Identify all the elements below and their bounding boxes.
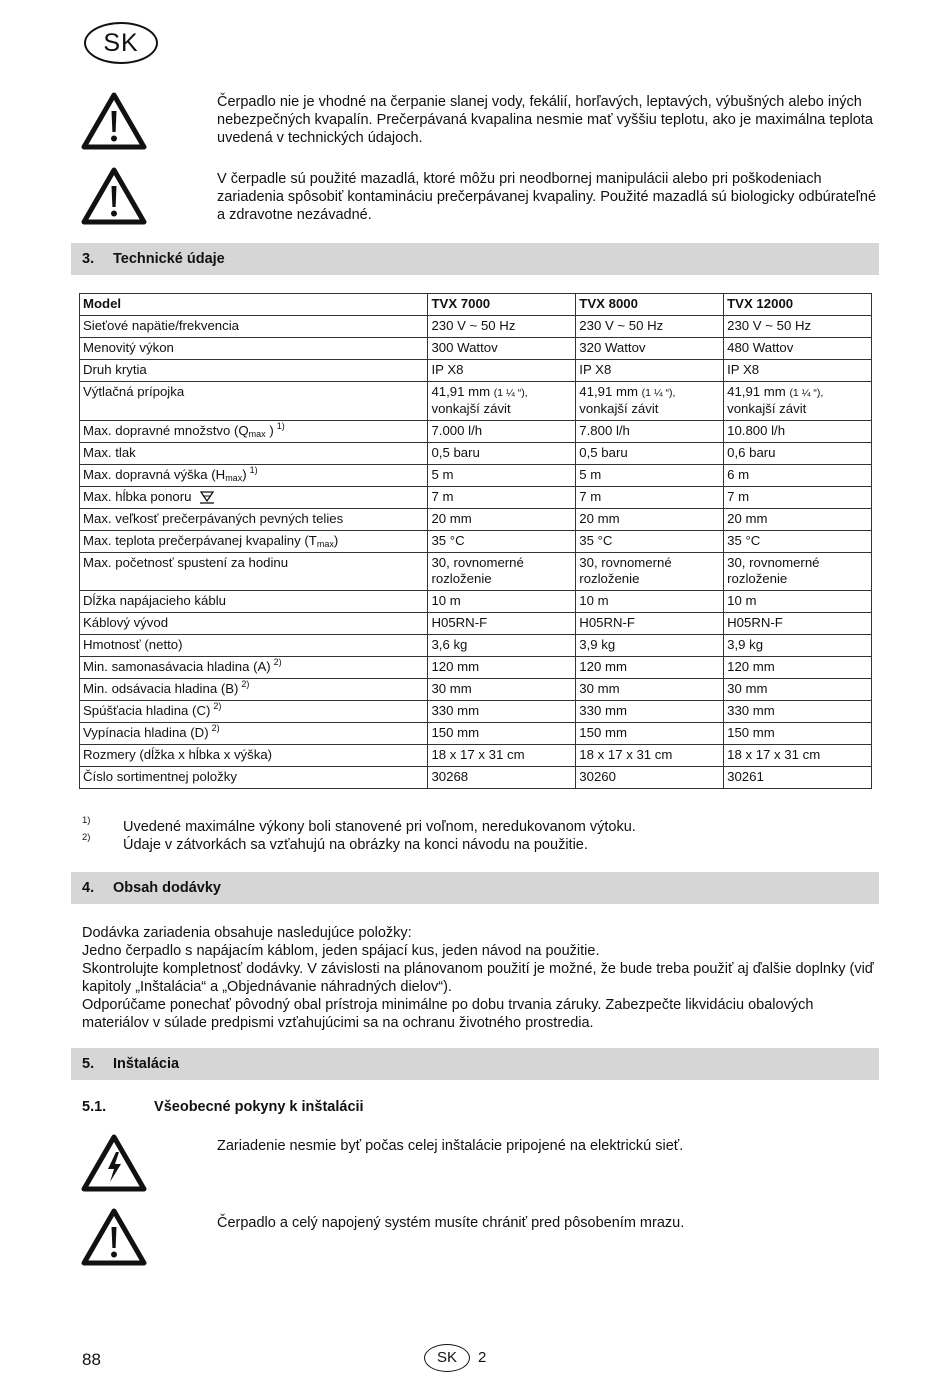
electrical-hazard-icon: [81, 1134, 147, 1192]
row-label: [80, 701, 428, 723]
water-level-icon: [199, 490, 215, 504]
table-cell: 3,9 kg: [724, 635, 872, 657]
table-cell: H05RN-F: [576, 613, 724, 635]
cell-inch-text: (1 ¼ “),: [493, 387, 528, 399]
table-cell: 230 V ~ 50 Hz: [428, 316, 576, 338]
table-cell: [428, 382, 576, 421]
table-cell: 300 Wattov: [428, 338, 576, 360]
label-text: ): [265, 423, 274, 438]
row-label: Výtlačná prípojka: [80, 382, 428, 421]
section-title: Technické údaje: [113, 251, 225, 267]
table-row: [80, 635, 872, 657]
table-cell: H05RN-F: [724, 613, 872, 635]
table-row: [80, 509, 872, 531]
label-subscript: max: [225, 473, 243, 483]
section-number: 4.: [82, 880, 95, 896]
table-cell: 3,9 kg: [576, 635, 724, 657]
paragraph: Skontrolujte kompletnosť dodávky. V závislosti na plánovanom použití je možné, že bude treba použiť aj ďalšie doplnky (viď kapitoly „Inštalácia“ a „Objednávanie náhradných dielov“).: [82, 961, 874, 995]
table-cell: 0,5 baru: [428, 443, 576, 465]
table-cell: 150 mm: [576, 723, 724, 745]
footnote-ref: 2): [211, 723, 220, 733]
language-badge: SK: [84, 22, 158, 64]
table-cell: 230 V ~ 50 Hz: [576, 316, 724, 338]
section-heading-delivery-contents: [71, 872, 879, 904]
table-cell: 0,5 baru: [576, 443, 724, 465]
table-cell: H05RN-F: [428, 613, 576, 635]
table-cell: 120 mm: [724, 657, 872, 679]
table-cell: 5 m: [428, 465, 576, 487]
table-row: [80, 657, 872, 679]
table-row: [80, 487, 872, 509]
row-label: Rozmery (dĺžka x hĺbka x výška): [80, 745, 428, 767]
table-cell: 35 °C: [428, 531, 576, 553]
cell-text: 30, rovnomerné: [727, 555, 820, 570]
warning-triangle-icon: [81, 167, 147, 225]
table-cell: 3,6 kg: [428, 635, 576, 657]
section-heading-installation: [71, 1048, 879, 1080]
table-cell: 6 m: [724, 465, 872, 487]
header-cell: TVX 12000: [724, 294, 872, 316]
table-cell: 30 mm: [576, 679, 724, 701]
label-text: Max. dopravné množstvo (Q: [83, 423, 249, 438]
table-row: [80, 723, 872, 745]
section-number: 5.: [82, 1056, 95, 1072]
label-subscript: max: [248, 429, 266, 439]
row-label: [80, 679, 428, 701]
table-cell: [724, 382, 872, 421]
row-label: [80, 487, 428, 509]
table-cell: 10 m: [576, 591, 724, 613]
table-row: [80, 613, 872, 635]
label-subscript: max: [316, 539, 334, 549]
row-label: Číslo sortimentnej položky: [80, 767, 428, 789]
table-row: [80, 745, 872, 767]
row-label: Dĺžka napájacieho káblu: [80, 591, 428, 613]
row-label: Druh krytia: [80, 360, 428, 382]
table-cell: 150 mm: [724, 723, 872, 745]
row-label: Max. veľkosť prečerpávaných pevných telies: [80, 509, 428, 531]
table-cell: 30 mm: [428, 679, 576, 701]
cell-text: 41,91 mm: [727, 384, 786, 399]
table-row: [80, 338, 872, 360]
page-number: 88: [82, 1350, 101, 1369]
table-cell: 10 m: [428, 591, 576, 613]
table-cell: 330 mm: [724, 701, 872, 723]
table-cell: 480 Wattov: [724, 338, 872, 360]
table-cell: 20 mm: [576, 509, 724, 531]
header-cell: TVX 8000: [576, 294, 724, 316]
label-text: Vypínacia hladina (D): [83, 725, 209, 740]
warning-text-frost: Čerpadlo a celý napojený systém musíte chrániť pred pôsobením mrazu.: [217, 1215, 685, 1231]
table-cell: 20 mm: [724, 509, 872, 531]
cell-text: rozloženie: [579, 571, 640, 586]
row-label: Sieťové napätie/frekvencia: [80, 316, 428, 338]
cell-text: rozloženie: [727, 571, 788, 586]
table-cell: 120 mm: [576, 657, 724, 679]
table-cell: 7 m: [428, 487, 576, 509]
table-cell: 20 mm: [428, 509, 576, 531]
label-text: Spúšťacia hladina (C): [83, 703, 211, 718]
header-cell: Model: [80, 294, 428, 316]
section-number: 3.: [82, 251, 95, 267]
cell-text: 41,91 mm: [431, 384, 491, 399]
technical-data-table: [79, 293, 872, 789]
table-cell: 120 mm: [428, 657, 576, 679]
footnote-text: Uvedené maximálne výkony boli stanovené pri voľnom, neredukovanom výtoku.: [123, 819, 636, 835]
table-row: [80, 382, 872, 421]
footnote-ref: 2): [273, 657, 282, 667]
table-cell: IP X8: [724, 360, 872, 382]
label-text: ): [242, 467, 247, 482]
section-title: Obsah dodávky: [113, 880, 221, 896]
row-label: Káblový vývod: [80, 613, 428, 635]
row-label: Max. početnosť spustení za hodinu: [80, 553, 428, 591]
cell-text: 30, rovnomerné: [579, 555, 672, 570]
label-text: Min. odsávacia hladina (B): [83, 681, 239, 696]
footnote-ref: 2): [241, 679, 250, 689]
table-cell: 150 mm: [428, 723, 576, 745]
table-cell: 18 x 17 x 31 cm: [724, 745, 872, 767]
table-cell: 7.800 l/h: [576, 421, 724, 443]
footnote-text: Údaje v zátvorkách sa vzťahujú na obrázky na konci návodu na použitie.: [123, 837, 588, 853]
table-row: [80, 360, 872, 382]
row-label: [80, 723, 428, 745]
table-cell: 7 m: [724, 487, 872, 509]
table-cell: 10.800 l/h: [724, 421, 872, 443]
table-cell: 18 x 17 x 31 cm: [576, 745, 724, 767]
label-text: Max. dopravná výška (H: [83, 467, 226, 482]
footnote-mark: 1): [82, 815, 91, 826]
table-row: [80, 443, 872, 465]
table-cell: 5 m: [576, 465, 724, 487]
cell-text: vonkajší závit: [579, 401, 659, 416]
cell-text: vonkajší závit: [727, 401, 807, 416]
table-row: [80, 553, 872, 591]
table-cell: [428, 553, 576, 591]
table-cell: 0,6 baru: [724, 443, 872, 465]
cell-text: 41,91 mm: [579, 384, 638, 399]
warning-triangle-icon: [81, 92, 147, 150]
table-cell: 320 Wattov: [576, 338, 724, 360]
footnote-ref: 1): [249, 465, 258, 475]
paragraph: Dodávka zariadenia obsahuje nasledujúce položky:: [82, 925, 412, 941]
table-cell: 330 mm: [428, 701, 576, 723]
table-header-row: [80, 294, 872, 316]
subsection-number: 5.1.: [82, 1099, 107, 1115]
footer-language-badge: SK: [424, 1344, 470, 1372]
table-cell: [724, 553, 872, 591]
row-label: Menovitý výkon: [80, 338, 428, 360]
cell-inch-text: (1 ¼ “),: [641, 387, 676, 399]
row-label: [80, 531, 428, 553]
table-cell: 30261: [724, 767, 872, 789]
table-row: [80, 316, 872, 338]
delivery-contents-text: [82, 924, 882, 1032]
table-row: [80, 531, 872, 553]
table-cell: [576, 553, 724, 591]
table-cell: 330 mm: [576, 701, 724, 723]
warning-text-unsuitable-liquids: Čerpadlo nie je vhodné na čerpanie slanej vody, fekálií, horľavých, leptavých, výbušných alebo iných nebezpečných kvapalín. Prečerpávaná kvapalina nesmie mať vyššiu teplotu, ako je maximálna teplota uvedená v technických údajoch.: [217, 94, 873, 146]
table-row: [80, 421, 872, 443]
table-row: [80, 465, 872, 487]
footnote-mark: 2): [82, 832, 91, 843]
table-cell: 35 °C: [724, 531, 872, 553]
table-cell: 30268: [428, 767, 576, 789]
section-heading-technical-data: [71, 243, 879, 275]
paragraph: Odporúčame ponechať pôvodný obal prístroja minimálne po dobu trvania záruky. Zabezpečte likvidáciu obalových materiálov v súlade predpismi vzťahujúcimi sa na ochranu životného prostredia.: [82, 997, 814, 1031]
subsection-title: Všeobecné pokyny k inštalácii: [154, 1099, 364, 1115]
table-cell: IP X8: [576, 360, 724, 382]
paragraph: Jedno čerpadlo s napájacím káblom, jeden spájací kus, jeden návod na použitie.: [82, 943, 600, 959]
cell-text: vonkajší závit: [431, 401, 511, 416]
footnote-ref: 1): [276, 421, 285, 431]
section-title: Inštalácia: [113, 1056, 180, 1072]
table-row: [80, 701, 872, 723]
table-cell: 230 V ~ 50 Hz: [724, 316, 872, 338]
table-cell: 30260: [576, 767, 724, 789]
subsection-heading: [82, 1098, 364, 1116]
table-cell: 7 m: [576, 487, 724, 509]
table-cell: 7.000 l/h: [428, 421, 576, 443]
label-text: ): [333, 533, 339, 548]
label-text: Max. teplota prečerpávanej kvapaliny (T: [83, 533, 317, 548]
warning-text-disconnect-power: Zariadenie nesmie byť počas celej inštalácie pripojené na elektrickú sieť.: [217, 1138, 684, 1154]
label-text: Max. hĺbka ponoru: [83, 489, 192, 504]
row-label: [80, 421, 428, 443]
cell-text: 30, rovnomerné: [431, 555, 524, 570]
table-cell: [576, 382, 724, 421]
footnote-ref: 2): [213, 701, 222, 711]
row-label: Hmotnosť (netto): [80, 635, 428, 657]
header-cell: TVX 7000: [428, 294, 576, 316]
row-label: Max. tlak: [80, 443, 428, 465]
table-row: [80, 591, 872, 613]
table-row: [80, 679, 872, 701]
cell-inch-text: (1 ¼ “),: [789, 387, 824, 399]
footer-badge-suffix: 2: [478, 1349, 487, 1366]
warning-text-lubricants: V čerpadle sú použité mazadlá, ktoré môžu pri neodbornej manipulácii alebo pri poškodeniach zariadenia spôsobiť kontamináciu prečerpávanej kvapaliny. Použité mazadlá sú biologicky odbúrateľné a zdravotne nezávadné.: [217, 171, 877, 223]
label-text: Min. samonasávacia hladina (A): [83, 659, 271, 674]
table-cell: 35 °C: [576, 531, 724, 553]
row-label: [80, 657, 428, 679]
cell-text: rozloženie: [431, 571, 492, 586]
warning-triangle-icon: [81, 1208, 147, 1266]
table-cell: 10 m: [724, 591, 872, 613]
table-row: [80, 767, 872, 789]
table-cell: 18 x 17 x 31 cm: [428, 745, 576, 767]
row-label: [80, 465, 428, 487]
table-cell: IP X8: [428, 360, 576, 382]
table-cell: 30 mm: [724, 679, 872, 701]
